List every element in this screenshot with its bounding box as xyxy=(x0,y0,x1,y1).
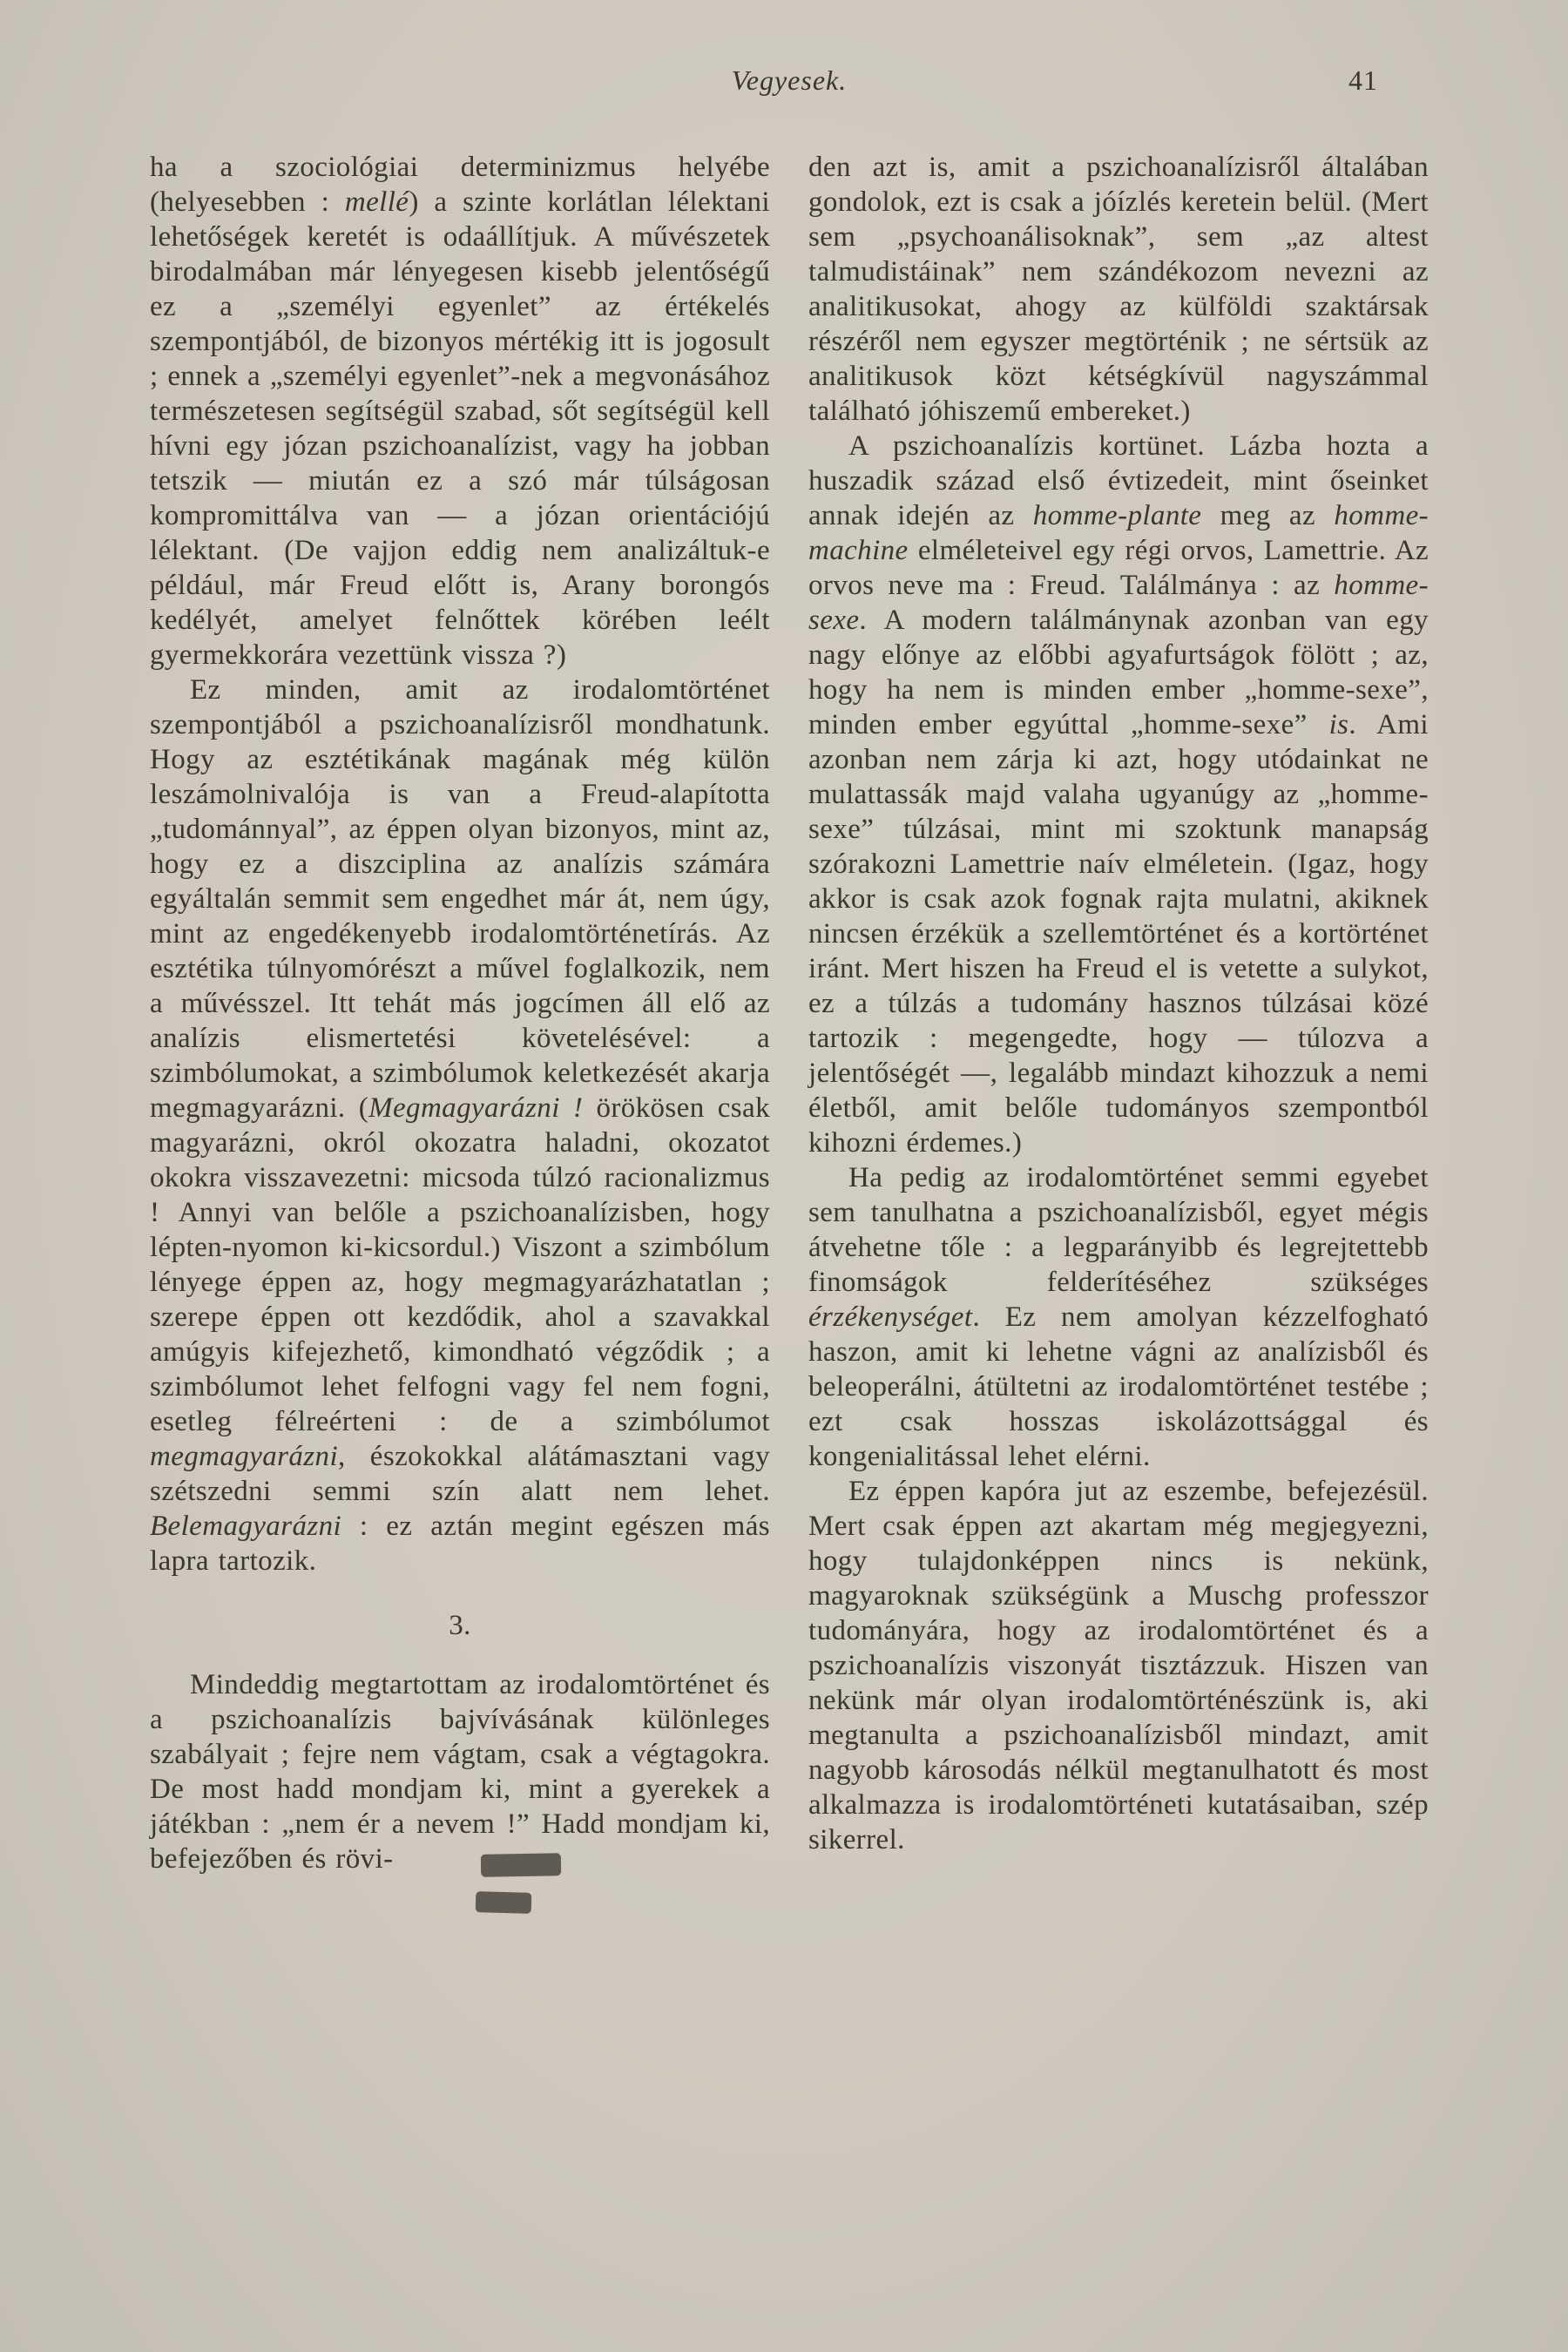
section-number: 3. xyxy=(449,1610,471,1641)
page-number: 41 xyxy=(1348,64,1378,96)
paragraph: ha a szociológiai determinizmus helyébe (helyesebben : mellé) a szinte korlátlan lélektani lehetőségek keretét is odaállítjuk. A művészetek birodalmában már lényegesen kisebb jelentőségű ez a „személyi egyenlet” az értékelés szempontjából, de bizonyos mértékig itt is jogosult ; ennek a „személyi egyenlet”-nek a megvonásához természetesen segítségül szabad, sőt segítségül kell hívni egy józan pszichoanalízist, vagy ha jobban tetszik — miután ez a szó már túlságosan kompromittálva van — a józan orientációjú lélektant. (De vajjon eddig nem analizáltuk-e például, már Freud előtt is, Arany borongós kedélyét, amelyet felnőttek körében leélt gyermekkorára vezettünk vissza ?) xyxy=(150,152,770,671)
paragraph: den azt is, amit a pszichoanalízisről általában gondolok, ezt is csak a jóízlés keretein belül. (Mert sem „psychoanálisoknak”, sem „az altest talmudistáinak” nem szándékozom nevezni az analitikusokat, ahogy az külföldi szaktársak részéről nem egyszer megtörténik ; ne sértsük az analitikusok közt kétségkívül nagyszámmal található jóhiszemű embereket.) xyxy=(808,152,1429,427)
right-text-column xyxy=(808,150,1429,1857)
paragraph: Ez minden, amit az irodalomtörténet szempontjából a pszichoanalízisről mondhatunk. Hogy az esztétikának magának még külön leszámolnivalója is van a Freud-alapította „tudománnyal”, az éppen olyan bizonyos, mint az, hogy ez a diszciplina az analízis számára egyáltalán semmit sem engedhet már át, nem úgy, mint az engedékenyebb irodalomtörténetírás. Az esztétika túlnyomórészt a művel foglalkozik, nem a művésszel. Itt tehát más jogcímen áll elő az analízis elismertetési követelésével: a szimbólumokat, a szimbólumok keletkezését akarja megmagyarázni. (Megmagyarázni ! örökösen csak magyarázni, okról okozatra haladni, okozatot okokra visszavezetni: micsoda túlzó racionalizmus ! Annyi van belőle a pszichoanalízisben, hogy lépten-nyomon ki-kicsordul.) Viszont a szimbólum lényege éppen az, hogy megmagyarázhatatlan ; szerepe éppen ott kezdődik, ahol a szavakkal amúgyis kifejezhető, kimondható végződik ; a szimbólumot lehet felfogni vagy fel nem fogni, esetleg félreérteni : de a szimbólumot megmagyarázni, észokokkal alátámasztani vagy szétszedni semmi szín alatt nem lehet. Belemagyarázni : ez aztán megint egészen más lapra tartozik. xyxy=(150,674,770,1577)
section-title: Vegyesek. xyxy=(731,64,848,96)
ink-smudge xyxy=(481,1853,561,1877)
paragraph: Ez éppen kapóra jut az eszembe, befejezésül. Mert csak éppen azt akartam még megjegyezni, hogy tulajdonképpen nincs is nekünk, magyaroknak szükségünk a Muschg professzor tudományára, hogy az irodalomtörténet és a pszichoanalízis viszonyát tisztázzuk. Hiszen van nekünk már olyan irodalomtörténészünk is, aki megtanulta a pszichoanalízisből mindazt, amit nagyobb károsodás nélkül megtanulhatott és most alkalmazza is irodalomtörténeti kutatásaiban, szép sikerrel. xyxy=(808,1476,1429,1855)
ink-smudge xyxy=(476,1891,532,1914)
paragraph: Ha pedig az irodalomtörténet semmi egyebet sem tanulhatna a pszichoanalízisből, egyet mégis átvehetne tőle : a legparányibb és legrejtettebb finomságok felderítéséhez szükséges érzékenységet. Ez nem amolyan kézzelfogható haszon, amit ki lehetne vágni az analízisből és beleoperálni, átültetni az irodalomtörténet testébe ; ezt csak hosszas iskolázottsággal és kongenialitással lehet elérni. xyxy=(808,1162,1429,1472)
paragraph: Mindeddig megtartottam az irodalomtörténet és a pszichoanalízis bajvívásának különleges szabályait ; fejre nem vágtam, csak a végtagokra. De most hadd mondjam ki, mint a gyerekek a játékban : „nem ér a nevem !” Hadd mondjam ki, befejezőben és rövi- xyxy=(150,1669,770,1875)
left-text-column xyxy=(150,150,770,1876)
page-header xyxy=(150,64,1429,103)
paragraph: A pszichoanalízis kortünet. Lázba hozta a huszadik század első évtizedeit, mint őseinket annak idején az homme-plante meg az homme-machine elméleteivel egy régi orvos, Lamettrie. Az orvos neve ma : Freud. Találmánya : az homme-sexe. A modern találmánynak azonban van egy nagy előnye az előbbi agyafurtságok fölött ; az, hogy ha nem is minden ember „homme-sexe”, minden ember egyúttal „homme-sexe” is. Ami azonban nem zárja ki azt, hogy utódainkat ne mulattassák majd valaha ugyanúgy az „homme-sexe” túlzásai, mint mi szoktunk manapság szórakozni Lamettrie naív elméletein. (Igaz, hogy akkor is csak azok fognak rajta mulatni, akiknek nincsen érzékük a szellemtörténet és a kortörténet iránt. Mert hiszen ha Freud el is vetette a sulykot, ez a túlzás a tudomány hasznos túlzásai közé tartozik : megengedte, hogy — túlozva a jelentőségét —, legalább mindazt kihozzuk a nemi életből, amit belőle tudományos szempontból kihozni érdemes.) xyxy=(808,430,1429,1159)
